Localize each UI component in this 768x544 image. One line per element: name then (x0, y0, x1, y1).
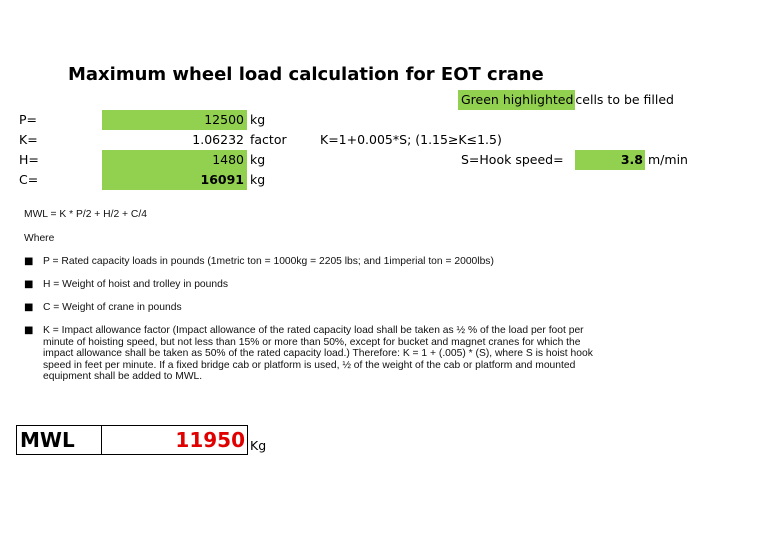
input-h-cell[interactable]: 1480 (102, 150, 247, 170)
unit-c: kg (250, 172, 266, 187)
input-c-cell[interactable]: 16091 (102, 170, 247, 190)
legend-rest-text: cells to be filled (575, 92, 674, 107)
label-h: H= (19, 152, 39, 167)
unit-p: kg (250, 112, 266, 127)
label-p: P= (19, 112, 38, 127)
mwl-unit: Kg (250, 438, 267, 453)
hook-speed-label: S=Hook speed= (461, 152, 564, 167)
bullet-p: P = Rated capacity loads in pounds (1metric ton = 1000kg = 2205 lbs; and 1imperial ton = 2000lbs) (43, 256, 494, 267)
input-p-cell[interactable]: 12500 (102, 110, 247, 130)
sheet-title: Maximum wheel load calculation for EOT crane (68, 64, 544, 85)
mwl-label: MWL (17, 426, 102, 454)
bullet-h: H = Weight of hoist and trolley in pounds (43, 279, 228, 290)
k-formula: K=1+0.005*S; (1.15≥K≤1.5) (320, 132, 502, 147)
unit-k: factor (250, 132, 287, 147)
legend-green-text: Green highlighted (458, 90, 575, 110)
bullet-c: C = Weight of crane in pounds (43, 302, 182, 313)
bullet-dot: ■ (24, 302, 34, 313)
mwl-result-box (16, 425, 248, 455)
mwl-formula: MWL = K * P/2 + H/2 + C/4 (24, 209, 147, 220)
unit-h: kg (250, 152, 266, 167)
label-c: C= (19, 172, 39, 187)
hook-speed-unit: m/min (648, 152, 688, 167)
mwl-value-cell[interactable]: 11950 (175, 428, 245, 452)
bullet-dot: ■ (24, 279, 34, 290)
legend-note (458, 90, 674, 110)
k-value-cell[interactable]: 1.06232 (192, 132, 244, 147)
bullet-dot: ■ (24, 256, 34, 267)
bullet-k: K = Impact allowance factor (Impact allowance of the rated capacity load shall be taken as ½ % of the load per foot per minute of hoisting speed, but not less than 15% or more than 50%, except for bucket and magnet cranes for which the impact allowance shall be taken as 50% of the rated capacity load.) Therefore: K = 1 + (.005) * (S), where S is hoist hook speed in feet per minute. If a fixed bridge cab or platform is used, ½ of the weight of the cab or platform and mounted equipment shall be added to MWL. (43, 325, 593, 383)
where-label: Where (24, 233, 55, 244)
label-k: K= (19, 132, 38, 147)
hook-speed-input-cell[interactable]: 3.8 (575, 150, 645, 170)
bullet-dot: ■ (24, 325, 34, 336)
